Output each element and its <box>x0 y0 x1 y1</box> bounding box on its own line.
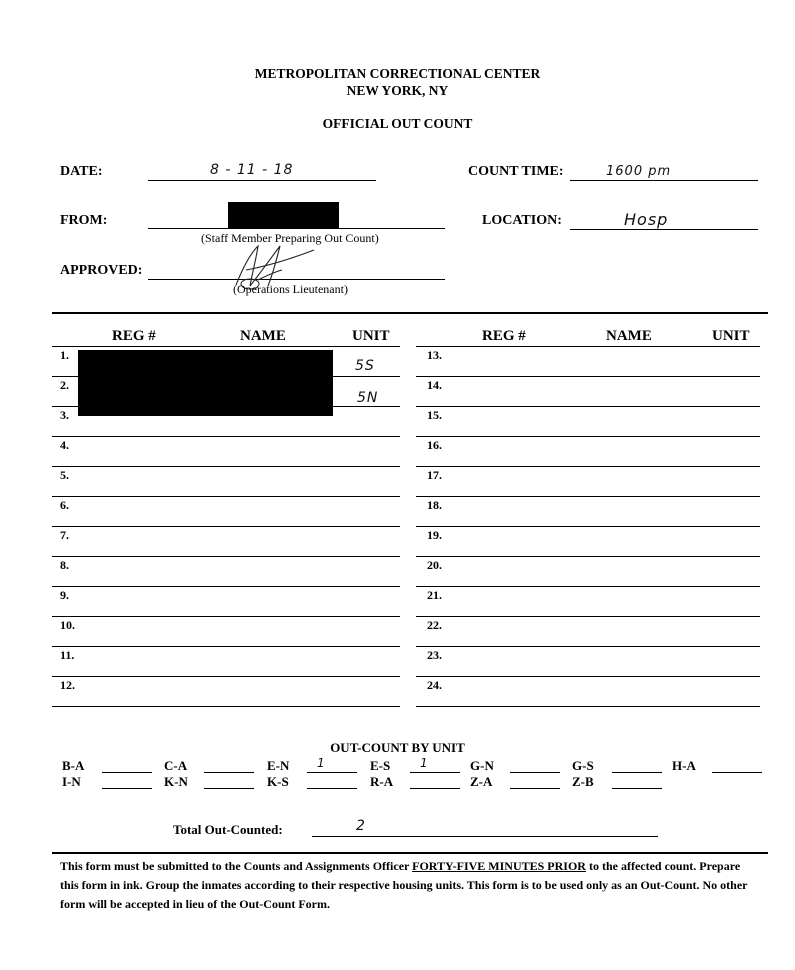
unit-blank-z-b <box>612 788 662 789</box>
left-row-number: 1. <box>60 348 69 362</box>
redacted-staff-name <box>228 202 339 228</box>
location-line <box>570 229 758 230</box>
left-row-number: 8. <box>60 558 69 572</box>
right-row-line <box>416 496 760 497</box>
left-row-number: 7. <box>60 528 69 542</box>
unit-label-c-a: C-A <box>164 758 188 773</box>
left-row-line <box>52 706 400 707</box>
footer-divider <box>52 852 768 854</box>
left-row-number: 12. <box>60 678 75 692</box>
date-label: DATE: <box>60 164 103 179</box>
right-row-number: 13. <box>427 348 442 362</box>
left-row-number: 9. <box>60 588 69 602</box>
right-row-line <box>416 646 760 647</box>
left-row-line <box>52 526 400 527</box>
row-1-unit: 5S <box>355 358 375 374</box>
left-row-line <box>52 646 400 647</box>
unit-label-k-s: K-S <box>267 774 289 789</box>
date-line <box>148 180 376 181</box>
left-row-line <box>52 586 400 587</box>
unit-blank-k-s <box>307 788 357 789</box>
right-row-number: 24. <box>427 678 442 692</box>
footer-text-2: to the affected count. Prepare this form in ink. Group the inmates according to their respective housing units. This form is to be used only as an Out-Count. No other form will be accepted in lieu of the Out-Count Form. <box>60 859 748 911</box>
left-row-line <box>52 676 400 677</box>
left-row-number: 3. <box>60 408 69 422</box>
unit-label-e-n: E-N <box>267 758 290 773</box>
left-header-reg: REG # <box>112 328 156 344</box>
unit-blank-g-s <box>612 772 662 773</box>
footer-emphasis: FORTY-FIVE MINUTES PRIOR <box>412 859 586 873</box>
left-row-number: 6. <box>60 498 69 512</box>
right-header-underline <box>416 346 760 347</box>
right-row-number: 14. <box>427 378 442 392</box>
unit-blank-e-s <box>410 772 460 773</box>
count-time-line <box>570 180 758 181</box>
right-header-name: NAME <box>606 328 652 344</box>
footer-text-1: This form must be submitted to the Counts and Assignments Officer <box>60 859 413 873</box>
right-row-number: 18. <box>427 498 442 512</box>
right-row-number: 19. <box>427 528 442 542</box>
unit-label-z-a: Z-A <box>470 774 493 789</box>
left-header-name: NAME <box>240 328 286 344</box>
left-row-number: 2. <box>60 378 69 392</box>
facility-location: NEW YORK, NY <box>346 83 449 98</box>
right-header-unit: UNIT <box>712 328 750 344</box>
right-row-number: 16. <box>427 438 442 452</box>
row-2-unit: 5N <box>357 390 379 406</box>
right-row-number: 20. <box>427 558 442 572</box>
right-row-line <box>416 436 760 437</box>
total-value: 2 <box>356 818 366 834</box>
outcount-title: OUT-COUNT BY UNIT <box>330 740 465 755</box>
unit-label-g-n: G-N <box>470 758 494 773</box>
right-row-line <box>416 586 760 587</box>
unit-label-b-a: B-A <box>62 758 85 773</box>
unit-blank-k-n <box>204 788 254 789</box>
left-header-underline <box>52 346 400 347</box>
unit-blank-g-n <box>510 772 560 773</box>
unit-label-h-a: H-A <box>672 758 696 773</box>
count-time-label: COUNT TIME: <box>468 164 564 179</box>
left-row-number: 11. <box>60 648 75 662</box>
approved-label: APPROVED: <box>60 263 143 278</box>
left-row-line <box>52 556 400 557</box>
unit-label-k-n: K-N <box>164 774 188 789</box>
footer-instructions <box>60 857 760 914</box>
unit-blank-e-n <box>307 772 357 773</box>
right-header-reg: REG # <box>482 328 526 344</box>
unit-blank-z-a <box>510 788 560 789</box>
right-row-number: 21. <box>427 588 442 602</box>
unit-value-e-n: 1 <box>317 756 326 770</box>
left-row-line <box>52 436 400 437</box>
date-value: 8 - 11 - 18 <box>210 162 294 178</box>
left-row-line <box>52 616 400 617</box>
left-row-number: 5. <box>60 468 69 482</box>
right-row-line <box>416 676 760 677</box>
unit-value-e-s: 1 <box>420 756 429 770</box>
location-label: LOCATION: <box>482 213 562 228</box>
unit-blank-c-a <box>204 772 254 773</box>
total-line <box>312 836 658 837</box>
unit-blank-h-a <box>712 772 762 773</box>
from-label: FROM: <box>60 213 108 228</box>
facility-name: METROPOLITAN CORRECTIONAL CENTER <box>254 66 541 81</box>
from-line <box>148 228 445 229</box>
count-time-value: 1600 pm <box>606 164 672 179</box>
right-row-line <box>416 406 760 407</box>
unit-blank-i-n <box>102 788 152 789</box>
redacted-inmate-info <box>78 350 333 416</box>
left-row-number: 10. <box>60 618 75 632</box>
unit-label-z-b: Z-B <box>572 774 594 789</box>
right-row-line <box>416 616 760 617</box>
right-row-line <box>416 706 760 707</box>
right-row-line <box>416 376 760 377</box>
location-value: Hosp <box>624 210 669 229</box>
unit-label-g-s: G-S <box>572 758 594 773</box>
unit-label-r-a: R-A <box>370 774 394 789</box>
right-row-line <box>416 556 760 557</box>
left-row-line <box>52 466 400 467</box>
left-row-number: 4. <box>60 438 69 452</box>
section-divider <box>52 312 768 314</box>
approved-caption: (Operations Lieutenant) <box>233 282 348 296</box>
form-title: OFFICIAL OUT COUNT <box>322 116 473 131</box>
right-row-number: 15. <box>427 408 442 422</box>
right-row-number: 23. <box>427 648 442 662</box>
unit-label-e-s: E-S <box>370 758 391 773</box>
total-label: Total Out-Counted: <box>173 822 283 837</box>
unit-blank-b-a <box>102 772 152 773</box>
right-row-number: 22. <box>427 618 442 632</box>
unit-blank-r-a <box>410 788 460 789</box>
from-caption: (Staff Member Preparing Out Count) <box>201 231 379 245</box>
left-row-line <box>52 496 400 497</box>
right-row-line <box>416 466 760 467</box>
unit-label-i-n: I-N <box>62 774 81 789</box>
right-row-line <box>416 526 760 527</box>
left-header-unit: UNIT <box>352 328 390 344</box>
right-row-number: 17. <box>427 468 442 482</box>
